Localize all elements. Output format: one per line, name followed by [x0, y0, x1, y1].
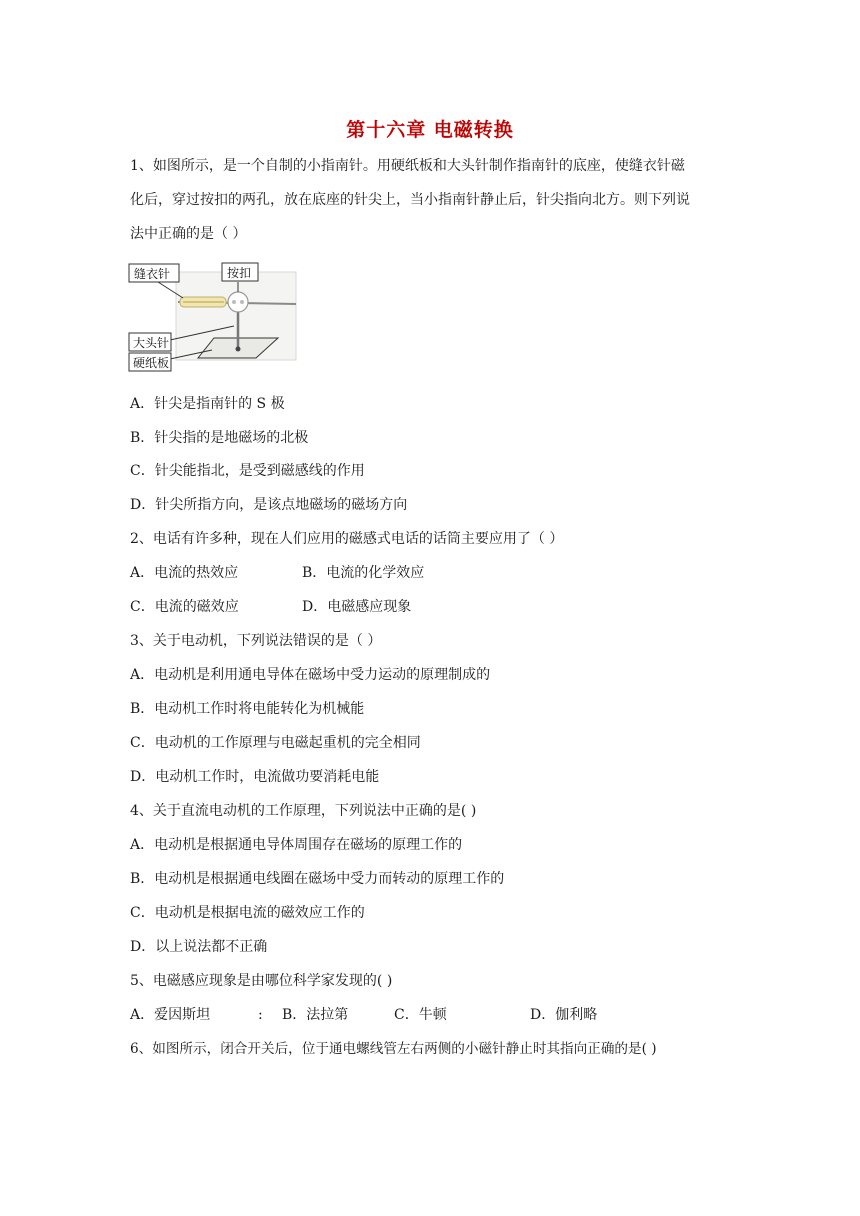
q4-option-a: A．电动机是根据通电导体周围存在磁场的原理工作的: [130, 837, 463, 853]
q5-option-c: C．牛顿: [394, 1007, 447, 1023]
q1-option-c: C．针尖能指北，是受到磁感线的作用: [130, 463, 365, 479]
q3-option-a: A．电动机是利用通电导体在磁场中受力运动的原理制成的: [130, 667, 491, 683]
q4-option-c: C．电动机是根据电流的磁效应工作的: [130, 905, 365, 921]
label-board: 硬纸板: [133, 356, 170, 370]
q4-option-d: D．以上说法都不正确: [130, 939, 268, 955]
q5-option-a: A．爱因斯坦: [130, 1007, 211, 1023]
label-needle: 缝衣针: [134, 267, 171, 281]
label-pin: 大头针: [133, 336, 170, 350]
q1-option-d: D．针尖所指方向，是该点地磁场的磁场方向: [130, 497, 408, 513]
compass-figure: [128, 260, 298, 372]
q2-option-a: A．电流的热效应: [130, 565, 239, 581]
q3-stem: 3、关于电动机，下列说法错误的是（ ）: [130, 633, 382, 649]
q5-stem: 5、电磁感应现象是由哪位科学家发现的( ): [130, 973, 393, 989]
q2-option-d: D．电磁感应现象: [302, 599, 412, 615]
page-title: 第十六章 电磁转换: [346, 119, 514, 141]
q3-option-d: D．电动机工作时，电流做功要消耗电能: [130, 769, 380, 785]
q1-option-b: B．针尖指的是地磁场的北极: [130, 430, 309, 446]
q5-option-d: D．伽利略: [530, 1007, 598, 1023]
q3-option-c: C．电动机的工作原理与电磁起重机的完全相同: [130, 735, 421, 751]
q1-option-a: A．针尖是指南针的 S 极: [130, 396, 285, 412]
q2-stem: 2、电话有许多种，现在人们应用的磁感式电话的话筒主要应用了（ ）: [130, 531, 564, 547]
q1-stem-line-3: 法中正确的是（ ）: [130, 226, 247, 242]
q5-option-b: B．法拉第: [282, 1007, 349, 1023]
q1-stem-line-1: 1、如图所示，是一个自制的小指南针。用硬纸板和大头针制作指南针的底座，使缝衣针磁: [130, 158, 685, 174]
q6-stem: 6、如图所示，闭合开关后，位于通电螺线管左右两侧的小磁针静止时其指向正确的是( ): [130, 1041, 657, 1057]
q5-separator: :: [258, 1007, 263, 1023]
q3-option-b: B．电动机工作时将电能转化为机械能: [130, 701, 365, 717]
q4-stem: 4、关于直流电动机的工作原理，下列说法中正确的是( ): [130, 803, 477, 819]
q4-option-b: B．电动机是根据通电线圈在磁场中受力而转动的原理工作的: [130, 871, 505, 887]
button-shape: [228, 292, 248, 312]
label-button: 按扣: [227, 266, 252, 280]
q1-stem-line-2: 化后，穿过按扣的两孔，放在底座的针尖上，当小指南针静止后，针尖指向北方。则下列说: [130, 192, 690, 208]
q2-option-b: B．电流的化学效应: [302, 565, 425, 581]
q2-option-c: C．电流的磁效应: [130, 599, 239, 615]
